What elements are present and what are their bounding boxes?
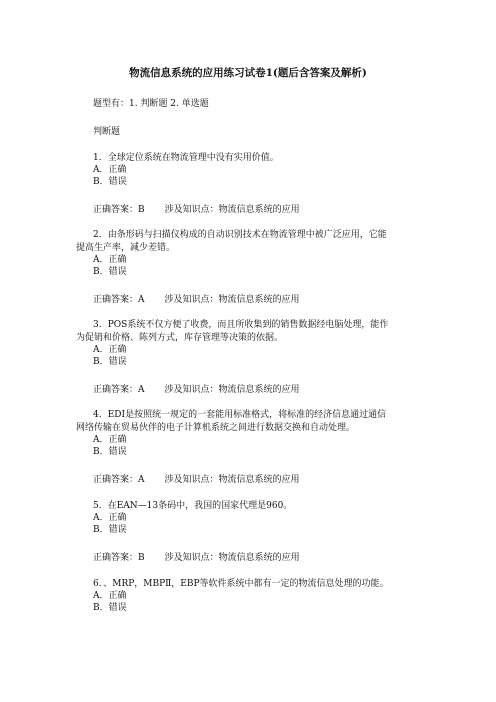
question-2-answer-row — [93, 294, 300, 306]
question-6-option-a: A．正确 — [93, 591, 127, 601]
question-1-answer: 正确答案：B — [93, 205, 145, 215]
question-2-text-line1: 2．由条形码与扫描仪构成的自动识别技术在物流管理中被广泛应用，它能 — [93, 230, 387, 240]
question-1-text: 1．全球定位系统在物流管理中没有实用价值。 — [93, 153, 279, 163]
question-2-option-a: A．正确 — [93, 255, 127, 265]
question-1-answer-row — [93, 204, 300, 216]
question-4-text-line2: 网络传输在贸易伙伴的电子计算机系统之间进行数据交换和自动处理。 — [76, 422, 356, 433]
question-5-text: 5．在EAN—13条码中，我国的国家代理是960。 — [93, 501, 293, 511]
question-1-option-a: A．正确 — [93, 165, 127, 175]
question-2-text — [76, 229, 408, 254]
document-title: 物流信息系统的应用练习试卷1(题后含答案及解析) — [129, 67, 367, 79]
question-5-answer-row — [93, 552, 300, 564]
question-3-text-line2: 为促销和价格、陈列方式，库存管理等决策的依据。 — [76, 332, 284, 343]
question-5-knowledge: 涉及知识点：物流信息系统的应用 — [164, 553, 300, 563]
question-1-option-b: B．错误 — [93, 177, 127, 187]
question-3-answer: 正确答案：A — [93, 385, 145, 395]
question-4-knowledge: 涉及知识点：物流信息系统的应用 — [164, 475, 300, 485]
question-5-option-b: B．错误 — [93, 525, 127, 535]
question-5-answer: 正确答案：B — [93, 553, 145, 563]
section-heading: 判断题 — [93, 127, 121, 137]
question-4-answer-row — [93, 474, 300, 486]
question-3-option-a: A．正确 — [93, 345, 127, 355]
question-2-option-b: B．错误 — [93, 267, 127, 277]
question-2-text-line2: 提高生产率，减少差错。 — [76, 242, 176, 253]
question-5-option-a: A．正确 — [93, 513, 127, 523]
question-types: 题型有：1. 判断题 2. 单选题 — [93, 99, 209, 109]
question-3-answer-row — [93, 384, 300, 396]
question-3-text — [76, 319, 408, 344]
question-4-option-a: A．正确 — [93, 435, 127, 445]
question-4-text-line1: 4．EDI是按照统一规定的一套能用标准格式，将标准的经济信息通过通信 — [93, 410, 387, 420]
question-6-text: 6．、MRP，MBPⅡ，EBP等软件系统中都有一定的物流信息处理的功能。 — [93, 579, 389, 589]
question-4-answer: 正确答案：A — [93, 475, 145, 485]
question-3-text-line1: 3．POS系统不仅方便了收费，而且所收集到的销售数据经电脑处理，能作 — [93, 320, 389, 330]
question-4-option-b: B．错误 — [93, 447, 127, 457]
question-6-option-b: B．错误 — [93, 603, 127, 613]
question-2-answer: 正确答案：A — [93, 295, 145, 305]
question-4-text — [76, 409, 408, 434]
question-1-knowledge: 涉及知识点：物流信息系统的应用 — [164, 205, 300, 215]
question-3-knowledge: 涉及知识点：物流信息系统的应用 — [164, 385, 300, 395]
question-3-option-b: B．错误 — [93, 357, 127, 367]
question-2-knowledge: 涉及知识点：物流信息系统的应用 — [164, 295, 300, 305]
